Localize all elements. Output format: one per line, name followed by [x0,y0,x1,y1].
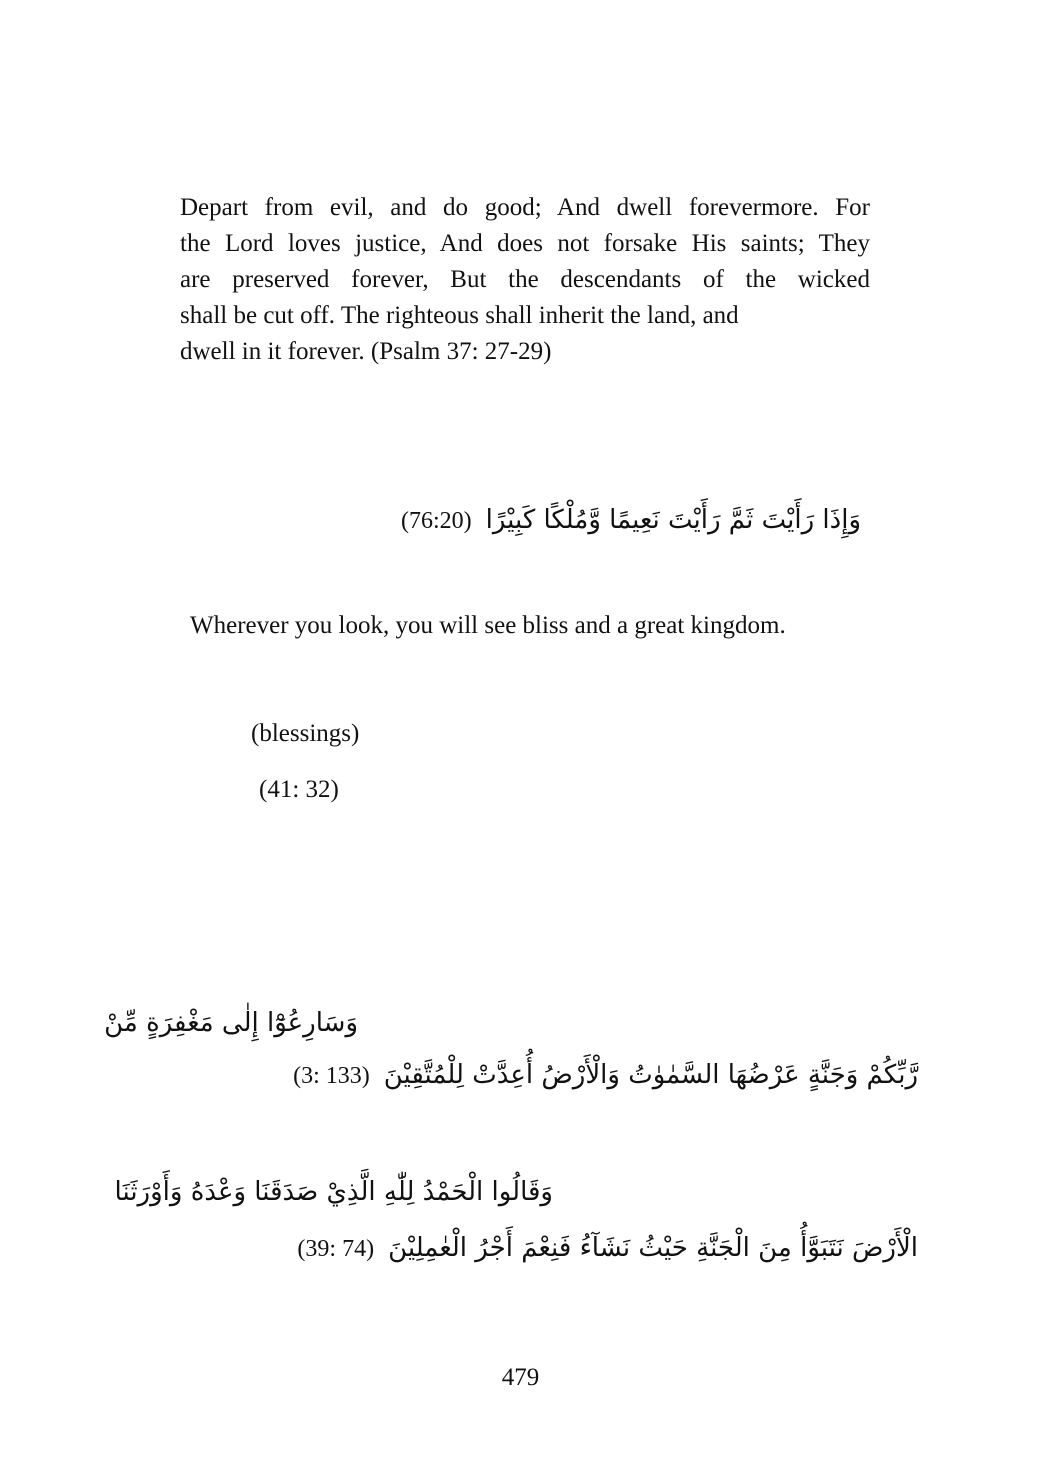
arabic-verse-39-74-line-2 [283,1228,918,1269]
reference-note: (41: 32) [259,776,339,803]
passage-line-4: shall be cut off. The righteous shall inherit the land, and [180,302,739,329]
arabic-verse-3-133-line-2 [279,1055,918,1096]
arabic-verse-text: وَسَارِعُوْٓا إِلٰى مَغْفِرَةٍ مِّنْ [104,1008,358,1038]
verse-translation: Wherever you look, you will see bliss and a great kingdom. [190,612,786,639]
page-number: 479 [501,1364,540,1391]
arabic-verse-text: رَّبِّكُمْ وَجَنَّةٍ عَرْضُهَا السَّمٰوٰتُ وَالْأَرْضُ أُعِدَّتْ لِلْمُتَّقِيْنَ [383,1060,918,1090]
arabic-verse-text: الْأَرْضَ نَتَبَوَّأُ مِنَ الْجَنَّةِ حَيْثُ نَشَآءُ فَنِعْمَ أَجْرُ الْعٰمِلِيْنَ [388,1233,918,1263]
arabic-verse-text: وَقَالُوا الْحَمْدُ لِلّٰهِ الَّذِيْ صَدَقَنَا وَعْدَهُ وَأَوْرَثَنَا [114,1177,553,1207]
arabic-verse-39-74-line-1 [115,1172,553,1212]
verse-reference: (76:20) [400,508,472,534]
verse-reference: (3: 133) [293,1063,370,1089]
arabic-verse-76-20 [387,500,861,541]
passage-line-3: are preserved forever, But the descendants of the wicked [180,266,870,293]
blessings-note: (blessings) [251,720,360,747]
arabic-verse-text: وَإِذَا رَأَيْتَ ثَمَّ رَأَيْتَ نَعِيمًا وَّمُلْكًا كَبِيْرًا [485,505,861,535]
passage-line-1: Depart from evil, and do good; And dwell forevermore. For [180,194,870,221]
verse-reference: (39: 74) [297,1236,375,1262]
passage-line-5: dwell in it forever. (Psalm 37: 27-29) [180,338,552,365]
psalm-passage [180,190,870,370]
passage-line-2: the Lord loves justice, And does not forsake His saints; They [180,230,870,257]
arabic-verse-3-133-line-1 [104,1003,358,1043]
